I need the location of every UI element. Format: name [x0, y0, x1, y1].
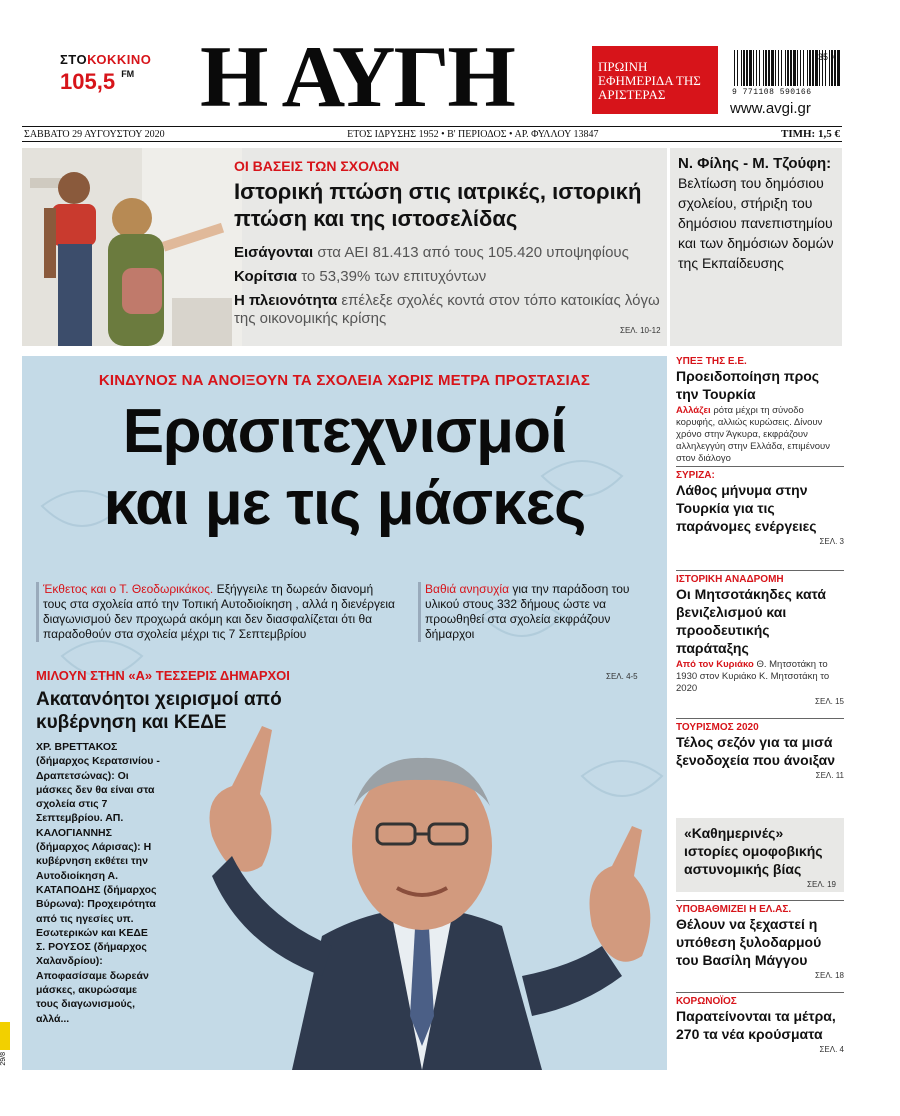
right-kicker: ΥΠΟΒΑΘΜΙΖΕΙ Η ΕΛ.ΑΣ.: [676, 904, 792, 915]
right-headline[interactable]: Προειδοποίηση προς την Τουρκία: [676, 368, 820, 402]
right-kicker: ΚΟΡΩΝΟΪΟΣ: [676, 996, 737, 1007]
divider: [676, 718, 844, 719]
side-tab: [0, 1022, 10, 1050]
right-kicker: ΤΟΥΡΙΣΜΟΣ 2020: [676, 722, 759, 733]
right-page-ref: ΣΕΛ. 15: [815, 697, 844, 706]
sub-kicker: ΜΙΛΟΥΝ ΣΤΗΝ «Α» ΤΕΣΣΕΡΙΣ ΔΗΜΑΡΧΟΙ: [36, 668, 290, 683]
radio-prefix: ΣΤΟ: [60, 52, 88, 67]
main-headline[interactable]: [22, 396, 667, 540]
main-column-2: Βαθιά ανησυχία για την παράδοση του υλικού στους 332 δήμους ώστε να προωθηθεί στα σχολεία εκφράζουν δήμαρχοι: [418, 582, 638, 642]
radio-name: ΚΟΚΚΙΝΟ: [87, 52, 152, 67]
top-fact-2: Κορίτσια το 53,39% των επιτυχόντων: [234, 268, 487, 285]
right-story-6[interactable]: [676, 904, 844, 980]
top-fact-3: Η πλειονότητα επέλεξε σχολές κοντά στον τόπο κατοικίας λόγω της οικονομικής κρίσης: [234, 292, 660, 327]
main-page-ref: ΣΕΛ. 4-5: [606, 672, 638, 681]
right-headline[interactable]: «Καθημερινές» ιστορίες ομοφοβικής αστυνομικής βίας: [684, 825, 823, 877]
right-kicker: ΙΣΤΟΡΙΚΗ ΑΝΑΔΡΟΜΗ: [676, 574, 784, 585]
dateline-bar: [22, 126, 842, 142]
right-story-5[interactable]: [676, 818, 844, 892]
radio-frequency: 105,5: [60, 69, 116, 94]
issue-date: ΣΑΒΒΑΤΟ 29 ΑΥΓΟΥΣΤΟΥ 2020: [24, 128, 165, 140]
website-link[interactable]: www.avgi.gr: [730, 100, 811, 117]
top-side-body: Βελτίωση του δημόσιου σχολείου, στήριξη του δημόσιου πανεπιστημίου και των δημόσιων δομών της Εκπαίδευσης: [678, 175, 834, 271]
right-body: Αλλάζει ρότα μέχρι τη σύνοδο κορυφής, αλλιώς κυρώσεις. Δίνουν χρόνο στην Άγκυρα, εκφράζουν αλληλεγγύη στην Ελλάδα, επιμένουν στον διάλογο: [676, 405, 830, 464]
right-page-ref: ΣΕΛ. 4: [819, 1045, 844, 1054]
top-kicker: ΟΙ ΒΑΣΕΙΣ ΤΩΝ ΣΧΟΛΩΝ: [234, 158, 400, 174]
divider: [676, 900, 844, 901]
right-headline[interactable]: Θέλουν να ξεχαστεί η υπόθεση ξυλοδαρμού του Βασίλη Μάγγου: [676, 916, 822, 968]
right-body: Από τον Κυριάκο Θ. Μητσοτάκη το 1930 στον Κυριάκο Κ. Μητσοτάκη το 2020: [676, 659, 830, 694]
students-photo: [22, 148, 242, 346]
top-story[interactable]: [22, 148, 667, 346]
right-kicker: ΣΥΡΙΖΑ:: [676, 470, 715, 481]
right-story-1[interactable]: [676, 356, 844, 465]
right-page-ref: ΣΕΛ. 19: [807, 880, 836, 889]
issue-price: ΤΙΜΗ: 1,5 €: [781, 128, 840, 140]
tagline-box: ΠΡΩΙΝΗ ΕΦΗΜΕΡΙΔΑ ΤΗΣ ΑΡΙΣΤΕΡΑΣ: [592, 46, 718, 114]
right-headline[interactable]: Λάθος μήνυμα στην Τουρκία για τις παράνομες ενέργειες: [676, 482, 817, 534]
top-fact-1: Εισάγονται στα ΑΕΙ 81.413 από τους 105.420 υποψηφίους: [234, 244, 629, 261]
top-side-title: Ν. Φίλης - Μ. Τζούφη:: [678, 155, 832, 172]
mayors-quotes: ΧΡ. ΒΡΕΤΤΑΚΟΣ (δήμαρχος Κερατσινίου - Δραπετσώνας): Οι μάσκες δεν θα είναι στα σχολεία στις 7 Σεπτεμβρίου. ΑΠ. ΚΑΛΟΓΙΑΝΝΗΣ (δήμαρχος Λάρισας): Η κυβέρνηση εκθέτει την Αυτοδιοίκηση Α. ΚΑΤΑΠΟΔΗΣ (δήμαρχος Βύρωνα): Προχειρότητα από τις ηγεσίες υπ. Εσωτερικών και ΚΕΔΕ Σ. ΡΟΥΣΟΣ (δήμαρχος Χαλανδρίου): Αποφασίσαμε δωρεάν μάσκες, ακυρώσαμε τους διαγωνισμούς, αλλά...: [36, 741, 160, 1025]
top-page-ref: ΣΕΛ. 10-12: [620, 326, 661, 335]
right-headline[interactable]: Τέλος σεζόν για τα μισά ξενοδοχεία που άνοιξαν: [676, 734, 836, 768]
right-headline[interactable]: Παρατείνονται τα μέτρα, 270 τα νέα κρούσματα: [676, 1008, 836, 1042]
minister-portrait: [172, 716, 667, 1070]
top-headline[interactable]: Ιστορική πτώση στις ιατρικές, ιστορική πτώση και της ιστοσελίδας: [234, 179, 642, 231]
newspaper-logo: Η ΑΥΓΗ: [200, 29, 514, 126]
main-story[interactable]: [22, 356, 667, 1070]
divider: [676, 992, 844, 993]
divider: [676, 466, 844, 467]
radio-promo: [60, 52, 160, 95]
barcode-number: 9 771108 590166: [732, 88, 812, 97]
right-headline[interactable]: Οι Μητσοτάκηδες κατά βενιζελισμού και προοδευτικής παράταξης: [676, 586, 827, 656]
right-page-ref: ΣΕΛ. 18: [815, 971, 844, 980]
edition-info: ΕΤΟΣ ΙΔΡΥΣΗΣ 1952 • Β' ΠΕΡΙΟΔΟΣ • ΑΡ. ΦΥΛΛΟΥ 13847: [347, 128, 599, 140]
right-story-7[interactable]: [676, 996, 844, 1054]
right-page-ref: ΣΕΛ. 11: [815, 771, 844, 780]
issue-mark: 35 >: [818, 52, 836, 62]
side-date: 29/8: [0, 1052, 7, 1066]
right-kicker: ΥΠΕΞ ΤΗΣ Ε.Ε.: [676, 356, 747, 367]
main-headline-line-1: Ερασιτεχνισμοί: [122, 397, 567, 466]
right-page-ref: ΣΕΛ. 3: [819, 537, 844, 546]
radio-band: FM: [121, 69, 135, 79]
right-story-2[interactable]: [676, 470, 844, 546]
sub-headline[interactable]: Ακατανόητοι χειρισμοί από κυβέρνηση και ΚΕΔΕ: [36, 689, 282, 733]
right-story-3[interactable]: [676, 574, 844, 706]
main-headline-line-2: και με τις μάσκες: [103, 469, 586, 538]
top-side-box[interactable]: [670, 148, 842, 346]
right-story-4[interactable]: [676, 722, 844, 780]
main-column-1: Έκθετος και ο Τ. Θεοδωρικάκος. Εξήγγειλε τη δωρεάν διανομή τους στα σχολεία από την Τοπική Αυτοδιοίκηση , αλλά η διενέργεια διαγωνισμού δεν προχωρά ακόμη και δεν διασφαλίζεται ότι θα παραδοθούν στα σχολεία μέχρι τις 7 Σεπτεμβρίου: [36, 582, 396, 642]
main-kicker: ΚΙΝΔΥΝΟΣ ΝΑ ΑΝΟΙΞΟΥΝ ΤΑ ΣΧΟΛΕΙΑ ΧΩΡΙΣ ΜΕΤΡΑ ΠΡΟΣΤΑΣΙΑΣ: [98, 372, 591, 389]
divider: [676, 570, 844, 571]
